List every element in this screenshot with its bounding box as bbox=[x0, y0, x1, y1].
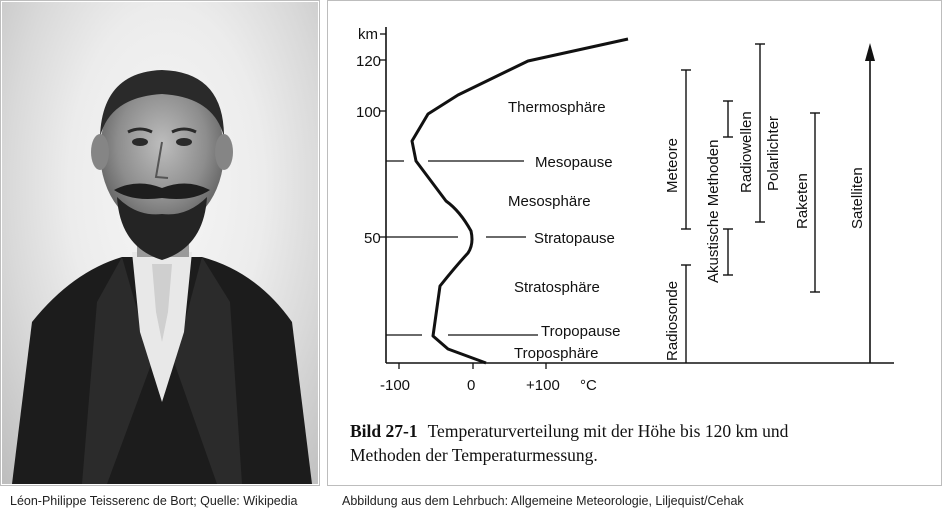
portrait-photo bbox=[2, 2, 318, 484]
label-rockets: Raketen bbox=[794, 173, 811, 229]
temperature-profile-diagram bbox=[328, 1, 941, 411]
figure-number: Bild 27-1 bbox=[350, 421, 418, 441]
x-tick-0: 0 bbox=[467, 377, 476, 394]
y-unit-label: km bbox=[358, 26, 378, 43]
figure-caption-line2: Methoden der Temperaturmessung. bbox=[350, 445, 598, 465]
label-thermosphere: Thermosphäre bbox=[508, 99, 606, 116]
x-tick-plus-100: +100 bbox=[526, 377, 560, 394]
figure-caption bbox=[350, 419, 788, 467]
label-mesopause: Mesopause bbox=[535, 154, 613, 171]
label-meteors: Meteore bbox=[664, 137, 681, 193]
arrow-up-icon bbox=[865, 43, 875, 61]
diagram-panel bbox=[327, 0, 942, 486]
portrait-illustration bbox=[2, 2, 318, 484]
figure-caption-line1: Temperaturverteilung mit der Höhe bis 120 km und bbox=[427, 421, 789, 441]
label-satellites: Satelliten bbox=[849, 167, 866, 229]
x-tick-minus-100: -100 bbox=[380, 377, 411, 394]
portrait-caption: Léon-Philippe Teisserenc de Bort; Quelle: Wikipedia bbox=[10, 494, 298, 508]
portrait-panel bbox=[0, 0, 320, 486]
x-unit-label: °C bbox=[580, 377, 597, 394]
diagram-source-caption: Abbildung aus dem Lehrbuch: Allgemeine Meteorologie, Liljequist/Cehak bbox=[342, 494, 744, 508]
label-tropopause: Tropopause bbox=[541, 323, 621, 340]
label-radiosonde: Radiosonde bbox=[664, 280, 681, 361]
label-stratosphere: Stratosphäre bbox=[514, 279, 600, 296]
label-stratopause: Stratopause bbox=[534, 230, 615, 247]
y-tick-50: 50 bbox=[364, 230, 381, 247]
label-radiowaves: Radiowellen bbox=[738, 111, 755, 193]
label-aurora: Polarlichter bbox=[765, 115, 782, 191]
label-mesosphere: Mesosphäre bbox=[508, 193, 591, 210]
label-acoustic-methods: Akustische Methoden bbox=[705, 139, 722, 283]
y-tick-100: 100 bbox=[356, 104, 382, 121]
label-troposphere: Troposphäre bbox=[514, 345, 599, 362]
y-tick-120: 120 bbox=[356, 53, 382, 70]
